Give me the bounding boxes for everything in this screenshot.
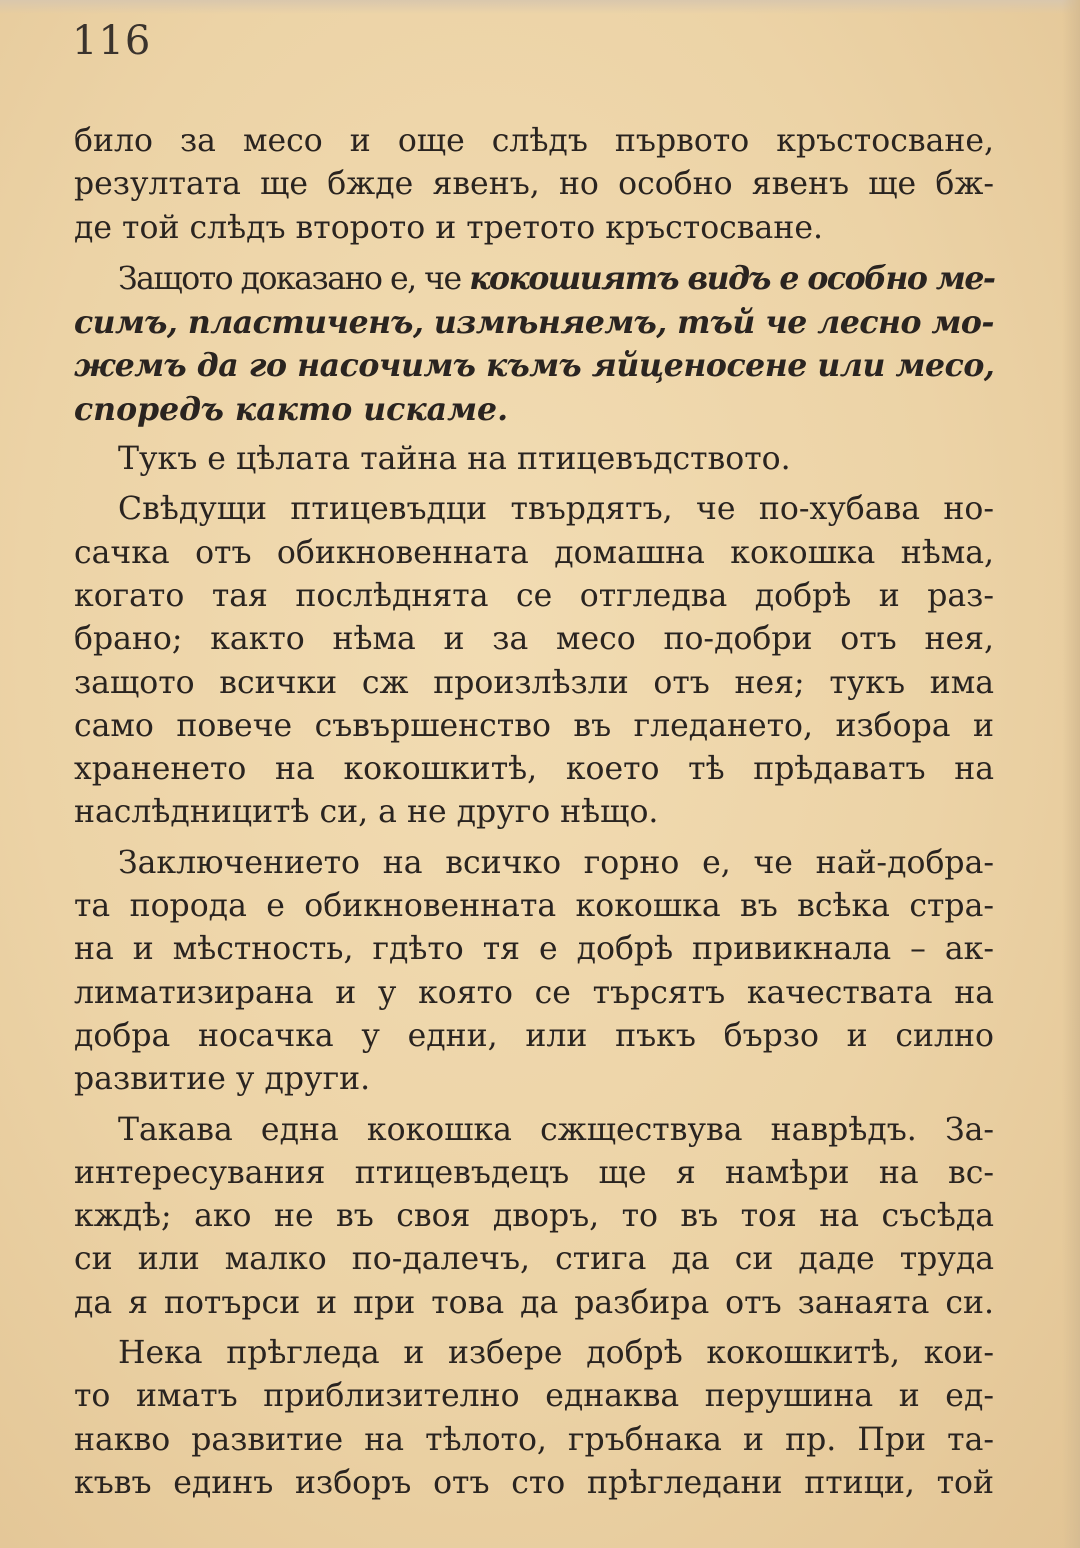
body-text	[74, 120, 994, 1512]
paragraph-7	[74, 1332, 994, 1505]
text-line: само повече съвършенство въ гледането, избора и	[74, 707, 994, 744]
text-line: да я потърси и при това да разбира отъ занаята си.	[74, 1284, 994, 1321]
text-line: то иматъ приблизително еднаква перушина и ед-	[74, 1378, 994, 1415]
text-line: интересувания птицевъдецъ ще я намѣри на вс-	[74, 1154, 994, 1191]
text-line: на и мѣстность, гдѣто тя е добрѣ привикнала – ак-	[74, 931, 994, 968]
page-top-shadow	[0, 0, 1080, 14]
text-line: къвъ единъ изборъ отъ сто прѣгледани птици, той	[74, 1464, 994, 1501]
text-line: било за месо и още слѣдъ първото кръстосване,	[74, 123, 994, 159]
text-line: та порода е обикновенната кокошка въ всѣка стра-	[74, 888, 994, 925]
text-line: развитие у други.	[74, 1061, 371, 1098]
text-line: защото всички сж произлѣзли отъ нея; тукъ има	[74, 664, 994, 701]
paragraph-6	[74, 1109, 994, 1325]
text-line: наслѣдницитѣ си, а не друго нѣщо.	[74, 794, 659, 831]
text-line: Такава една кокошка сжществува наврѣдъ. За-	[118, 1111, 994, 1148]
text-run-italic: кокошиятъ видъ е особно ме-	[469, 259, 995, 297]
paragraph-2	[74, 257, 994, 431]
paragraph-5	[74, 842, 994, 1102]
text-line: Свѣдущи птицевъдци твърдятъ, че по-хубава но-	[118, 491, 994, 528]
text-line: кждѣ; ако не въ своя дворъ, то въ тоя на съсѣда	[74, 1198, 994, 1235]
text-line: накво развитие на тѣлото, гръбнака и пр. При та-	[74, 1421, 994, 1458]
text-run: Защото доказано е, че	[118, 260, 470, 297]
text-line-italic: жемъ да го насочимъ къмъ яйценосене или месо,	[74, 347, 995, 385]
text-line: добра носачка у едни, или пъкъ бързо и силно	[74, 1017, 994, 1054]
page-number: 116	[72, 18, 152, 64]
text-line	[74, 257, 994, 301]
text-line-mixed	[118, 261, 994, 297]
text-line-italic: споредъ както искаме.	[74, 390, 509, 428]
text-line: де той слѣдъ второто и третото кръстосване.	[74, 209, 823, 246]
paragraph-3	[74, 438, 994, 481]
text-line: Нека прѣгледа и избере добрѣ кокошкитѣ, кои-	[118, 1335, 994, 1372]
text-line: си или малко по-далечъ, стига да си даде труда	[74, 1241, 994, 1278]
text-line: сачка отъ обикновенната домашна кокошка нѣма,	[74, 534, 994, 571]
page-edge-shadow	[1062, 0, 1080, 1548]
text-line: резултата ще бжде явенъ, но особно явенъ ще бж-	[74, 166, 994, 203]
text-line: Заключението на всичко горно е, че най-добра-	[118, 844, 994, 881]
paragraph-1	[74, 120, 994, 250]
text-line: храненето на кокошкитѣ, което тѣ прѣдаватъ на	[74, 751, 994, 788]
text-line: когато тая послѣднята се отгледва добрѣ и раз-	[74, 577, 994, 614]
text-line: Тукъ е цѣлата тайна на птицевъдството.	[118, 441, 791, 478]
paragraph-4	[74, 488, 994, 834]
text-line-italic: симъ, пластиченъ, измѣняемъ, тъй че лесно мо-	[74, 304, 994, 342]
text-line: лиматизирана и у която се търсятъ качествата на	[74, 974, 994, 1011]
text-line: брано; както нѣма и за месо по-добри отъ нея,	[74, 621, 994, 658]
